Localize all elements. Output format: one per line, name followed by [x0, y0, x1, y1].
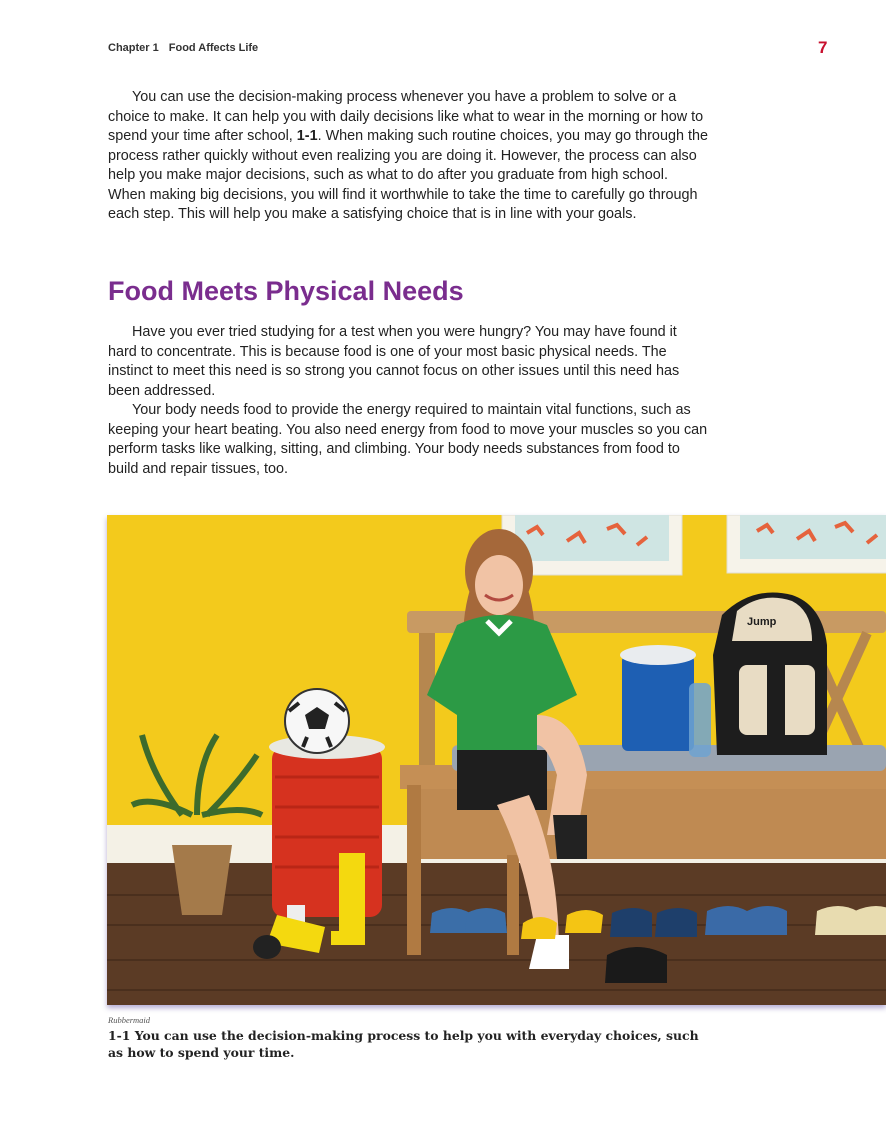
section-paragraph-1: Have you ever tried studying for a test when you were hungry? You may have found it hard to concentrate. This is because food is one of your most basic physical needs. The instinct to meet this need is so strong you cannot focus on other issues until this need has been addressed. — [108, 324, 680, 399]
page-number: 7 — [818, 38, 828, 57]
intro-text — [108, 88, 708, 225]
figure-reference: 1-1 — [296, 128, 318, 144]
chapter-label: Chapter 1 — [108, 42, 159, 54]
soccer-ball — [285, 689, 349, 753]
running-head — [108, 42, 258, 54]
section-paragraph-2: Your body needs food to provide the energy required to maintain vital functions, such as keeping your heart beating. You also need energy from food to move your muscles so you can perform tasks like walking, sitting, and climbing. Your body needs substances from food to build and repair tissues, too. — [108, 402, 708, 477]
backpack — [713, 593, 827, 756]
wall-picture — [727, 515, 886, 573]
figure-caption: 1-1 You can use the decision-making process to help you with everyday choices, such as how to spend your time. — [108, 1028, 699, 1060]
backpack-logo: Jump — [747, 616, 777, 628]
section-heading: Food Meets Physical Needs — [108, 276, 464, 306]
section-body — [108, 323, 708, 479]
intro-text-end: . When making such routine choices, you may go through the process rather quickly without even realizing you are doing it. However, the process can also help you make major decisions, such as what to do after you graduate from high school. When making big decisions, you will find it worthwhile to take the time to carefully go through each step. This will help you make a satisfying choice that is in line with your goals. — [108, 128, 708, 222]
figure-photo — [107, 515, 886, 1005]
photo-illustration — [107, 515, 886, 1005]
intro-paragraph — [108, 88, 708, 225]
red-water-cooler — [269, 735, 385, 923]
intro-text-start: You can use the decision-making process whenever you have a problem to solve or a choice to make. It can help you with daily decisions like what to wear in the morning or how to spend your time after school, — [108, 89, 704, 144]
chapter-title: Food Affects Life — [168, 42, 259, 54]
photo-credit: Rubbermaid — [108, 1015, 151, 1025]
